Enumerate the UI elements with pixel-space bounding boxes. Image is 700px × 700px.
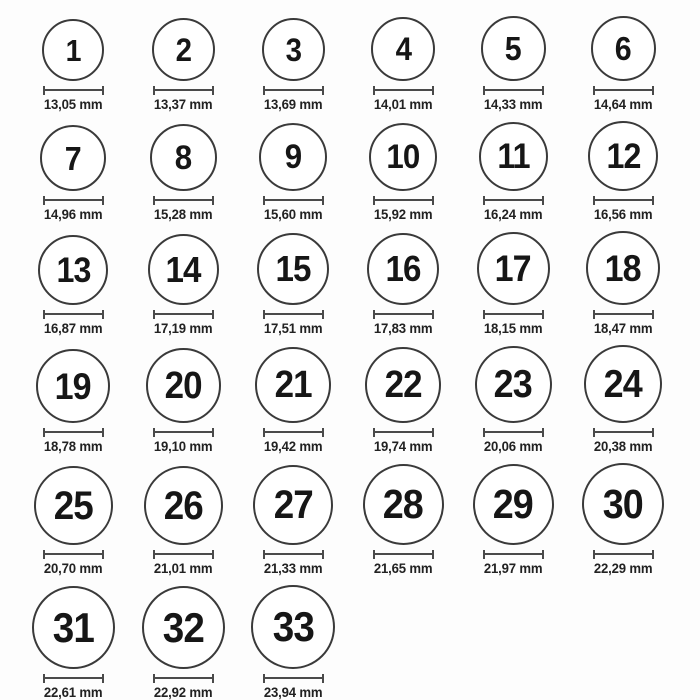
ring-size-circle xyxy=(146,348,221,423)
diameter-label: 21,33 mm xyxy=(263,560,323,576)
diameter-label: 13,05 mm xyxy=(43,96,103,112)
ring-size-number: 26 xyxy=(163,483,203,528)
ring-size-item xyxy=(128,234,238,336)
chart-row xyxy=(18,121,700,222)
ring-size-circle xyxy=(144,466,223,545)
diameter-ruler xyxy=(593,428,654,437)
ring-size-number: 3 xyxy=(285,31,301,68)
diameter-ruler xyxy=(263,310,324,319)
diameter-label: 16,87 mm xyxy=(43,320,103,336)
diameter-ruler xyxy=(43,86,104,95)
diameter-ruler xyxy=(263,550,324,559)
diameter-ruler xyxy=(373,196,434,205)
ring-size-number: 17 xyxy=(494,248,532,289)
ring-size-number: 2 xyxy=(175,31,191,68)
diameter-label: 14,01 mm xyxy=(373,96,433,112)
diameter-ruler xyxy=(263,428,324,437)
ring-size-circle xyxy=(148,234,219,305)
ring-size-item xyxy=(238,123,348,222)
ring-size-number: 1 xyxy=(65,32,81,68)
diameter-label: 17,51 mm xyxy=(263,320,323,336)
ring-size-item xyxy=(238,18,348,112)
diameter-label: 16,24 mm xyxy=(483,206,543,222)
ring-size-item xyxy=(128,348,238,454)
ring-size-number: 14 xyxy=(165,248,201,290)
ring-size-item xyxy=(348,123,458,222)
diameter-ruler xyxy=(483,310,544,319)
diameter-label: 20,06 mm xyxy=(483,438,543,454)
ring-size-circle xyxy=(481,16,546,81)
diameter-label: 14,33 mm xyxy=(483,96,543,112)
ring-size-number: 5 xyxy=(505,30,521,67)
ring-size-circle xyxy=(255,347,331,423)
ring-size-item xyxy=(568,121,678,222)
ring-size-number: 16 xyxy=(385,248,421,289)
diameter-ruler xyxy=(153,86,214,95)
ring-size-circle xyxy=(582,463,664,545)
ring-size-number: 6 xyxy=(615,30,631,67)
diameter-label: 19,74 mm xyxy=(373,438,433,454)
ring-size-item xyxy=(348,464,458,576)
diameter-label: 21,01 mm xyxy=(153,560,213,576)
ring-size-circle xyxy=(591,16,656,81)
ring-size-circle xyxy=(477,232,550,305)
ring-size-circle xyxy=(42,19,104,81)
ring-size-item xyxy=(568,231,678,336)
ring-size-item xyxy=(568,345,678,454)
diameter-ruler xyxy=(373,550,434,559)
ring-size-number: 20 xyxy=(164,364,202,407)
ring-size-circle xyxy=(588,121,658,191)
ring-size-circle xyxy=(473,464,554,545)
ring-size-circle xyxy=(584,345,662,423)
diameter-label: 14,96 mm xyxy=(43,206,103,222)
ring-size-item xyxy=(348,17,458,112)
diameter-ruler xyxy=(153,674,214,683)
ring-size-item xyxy=(348,233,458,336)
diameter-ruler xyxy=(373,428,434,437)
ring-size-circle xyxy=(150,124,217,191)
ring-size-number: 25 xyxy=(53,483,93,528)
diameter-label: 15,60 mm xyxy=(263,206,323,222)
diameter-label: 21,65 mm xyxy=(373,560,433,576)
ring-size-item xyxy=(458,122,568,222)
diameter-ruler xyxy=(483,428,544,437)
diameter-ruler xyxy=(483,86,544,95)
ring-size-item xyxy=(18,19,128,112)
diameter-ruler xyxy=(263,674,324,683)
diameter-label: 14,64 mm xyxy=(593,96,653,112)
ring-size-number: 10 xyxy=(386,138,420,176)
diameter-ruler xyxy=(593,310,654,319)
ring-size-item xyxy=(348,347,458,454)
diameter-label: 17,83 mm xyxy=(373,320,433,336)
ring-size-item xyxy=(18,466,128,576)
ring-size-item xyxy=(128,124,238,222)
ring-size-number: 31 xyxy=(52,603,94,651)
diameter-ruler xyxy=(153,550,214,559)
diameter-label: 20,70 mm xyxy=(43,560,103,576)
ring-size-item xyxy=(568,463,678,576)
ring-size-number: 24 xyxy=(603,362,643,406)
chart-row xyxy=(18,16,700,112)
diameter-label: 13,69 mm xyxy=(263,96,323,112)
diameter-ruler xyxy=(593,196,654,205)
ring-size-number: 18 xyxy=(604,247,642,289)
ring-size-circle xyxy=(586,231,660,305)
ring-size-circle xyxy=(475,346,552,423)
diameter-ruler xyxy=(153,196,214,205)
ring-size-circle xyxy=(36,349,110,423)
ring-size-circle xyxy=(371,17,435,81)
ring-size-circle xyxy=(38,235,108,305)
diameter-ruler xyxy=(43,428,104,437)
diameter-ruler xyxy=(263,196,324,205)
ring-size-circle xyxy=(369,123,437,191)
ring-size-number: 11 xyxy=(496,137,530,176)
ring-size-number: 7 xyxy=(65,139,81,177)
ring-size-item xyxy=(18,586,128,700)
diameter-label: 23,94 mm xyxy=(263,684,323,700)
ring-size-circle xyxy=(367,233,439,305)
ring-size-item xyxy=(128,586,238,700)
ring-size-item xyxy=(238,465,348,576)
diameter-ruler xyxy=(153,428,214,437)
ring-size-item xyxy=(458,16,568,112)
diameter-label: 22,61 mm xyxy=(43,684,103,700)
ring-size-circle xyxy=(251,585,335,669)
ring-size-item xyxy=(458,464,568,576)
diameter-label: 18,15 mm xyxy=(483,320,543,336)
ring-size-item xyxy=(18,125,128,222)
ring-size-item xyxy=(18,235,128,336)
ring-size-item xyxy=(238,585,348,700)
diameter-label: 22,29 mm xyxy=(593,560,653,576)
diameter-ruler xyxy=(153,310,214,319)
ring-size-item xyxy=(238,233,348,336)
ring-size-item xyxy=(458,232,568,336)
ring-size-number: 4 xyxy=(395,31,411,67)
ring-size-number: 32 xyxy=(162,603,204,651)
diameter-label: 21,97 mm xyxy=(483,560,543,576)
diameter-label: 22,92 mm xyxy=(153,684,213,700)
diameter-ruler xyxy=(373,310,434,319)
ring-size-circle xyxy=(365,347,441,423)
chart-row xyxy=(18,585,700,700)
ring-size-circle xyxy=(479,122,548,191)
chart-row xyxy=(18,463,700,576)
diameter-label: 16,56 mm xyxy=(593,206,653,222)
ring-size-number: 13 xyxy=(56,250,90,290)
diameter-ruler xyxy=(43,550,104,559)
diameter-label: 18,47 mm xyxy=(593,320,653,336)
diameter-label: 19,42 mm xyxy=(263,438,323,454)
diameter-label: 15,92 mm xyxy=(373,206,433,222)
ring-size-number: 29 xyxy=(492,481,534,527)
ring-size-number: 27 xyxy=(273,483,313,527)
diameter-ruler xyxy=(593,550,654,559)
diameter-label: 17,19 mm xyxy=(153,320,213,336)
ring-size-circle xyxy=(253,465,333,545)
ring-size-number: 9 xyxy=(284,138,302,176)
ring-size-circle xyxy=(32,586,115,669)
ring-size-number: 22 xyxy=(384,364,422,406)
diameter-ruler xyxy=(483,550,544,559)
diameter-label: 15,28 mm xyxy=(153,206,213,222)
chart-row xyxy=(18,345,700,454)
ring-size-circle xyxy=(152,18,215,81)
diameter-ruler xyxy=(43,196,104,205)
ring-size-number: 19 xyxy=(54,365,92,407)
ring-size-number: 21 xyxy=(274,364,312,406)
diameter-ruler xyxy=(43,674,104,683)
ring-size-number: 30 xyxy=(602,480,644,527)
ring-size-circle xyxy=(257,233,329,305)
ring-size-item xyxy=(128,18,238,112)
ring-size-number: 15 xyxy=(275,248,311,289)
ring-size-circle xyxy=(34,466,113,545)
ring-size-circle xyxy=(262,18,325,81)
ring-size-item xyxy=(18,349,128,454)
ring-size-item xyxy=(458,346,568,454)
diameter-ruler xyxy=(593,86,654,95)
ring-size-circle xyxy=(363,464,444,545)
ring-size-item xyxy=(238,347,348,454)
chart-row xyxy=(18,231,700,336)
diameter-label: 13,37 mm xyxy=(153,96,213,112)
diameter-label: 18,78 mm xyxy=(43,438,103,454)
diameter-ruler xyxy=(373,86,434,95)
ring-size-number: 12 xyxy=(606,136,640,176)
ring-size-circle xyxy=(40,125,106,191)
ring-size-number: 8 xyxy=(174,138,192,177)
ring-size-number: 33 xyxy=(272,603,314,650)
ring-size-circle xyxy=(259,123,327,191)
ring-size-number: 23 xyxy=(493,363,533,406)
ring-size-number: 28 xyxy=(382,481,424,527)
ring-size-item xyxy=(568,16,678,112)
diameter-ruler xyxy=(483,196,544,205)
diameter-ruler xyxy=(263,86,324,95)
diameter-label: 20,38 mm xyxy=(593,438,653,454)
ring-size-item xyxy=(128,466,238,576)
diameter-ruler xyxy=(43,310,104,319)
ring-size-circle xyxy=(142,586,225,669)
diameter-label: 19,10 mm xyxy=(153,438,213,454)
